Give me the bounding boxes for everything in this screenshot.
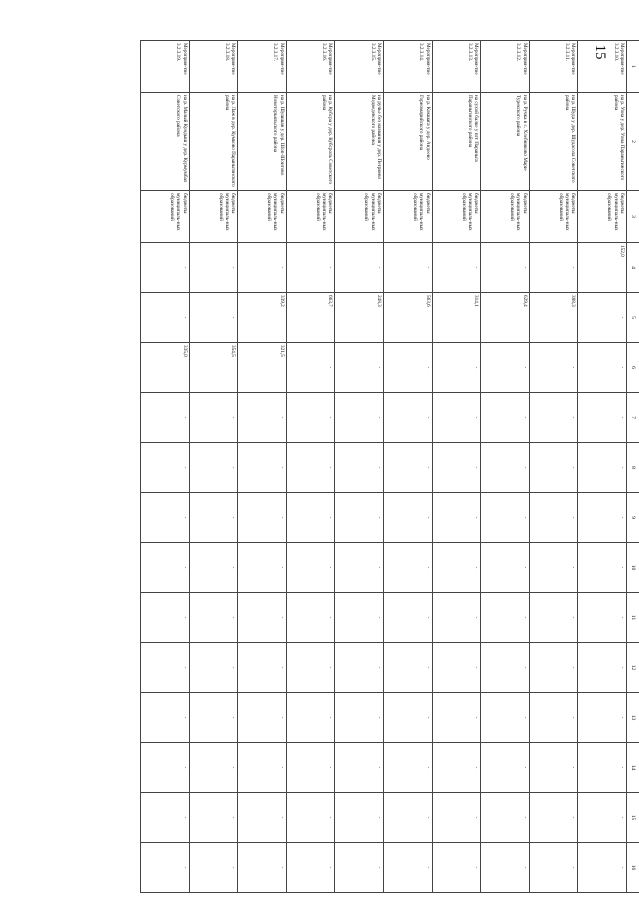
amount-cell: - [384,843,433,893]
event-id-cell [432,41,481,93]
event-id-cell [141,41,190,93]
amount-cell: - [481,393,530,443]
amount-cell: - [529,693,578,743]
amount-cell: - [238,793,287,843]
amount-cell: - [384,243,433,293]
amount-cell: - [238,493,287,543]
amount-cell: - [529,593,578,643]
column-number: 9 [627,493,639,543]
amount-cell: 314,1 [432,293,481,343]
amount-cell: - [141,793,190,843]
amount-cell: - [432,743,481,793]
amount-cell: - [286,543,335,593]
amount-cell: 248,3 [335,293,384,343]
object-description-cell [189,93,238,191]
amount-cell: - [189,643,238,693]
event-id-cell-text: Мероприя-тие 3.2.3.18. [223,43,237,75]
amount-cell: - [529,843,578,893]
amount-cell: - [286,593,335,643]
table-row [286,41,335,893]
amount-cell: - [141,593,190,643]
amount-cell: - [432,493,481,543]
amount-cell: - [481,793,530,843]
event-id-cell [238,41,287,93]
amount-cell: - [529,743,578,793]
amount-cell: - [335,493,384,543]
object-description-cell-text: на р. Уона у дер. Уона Параньгинского района [612,95,625,181]
amount-cell: - [335,693,384,743]
column-number: 2 [627,93,639,191]
amount-cell: - [432,393,481,443]
event-id-cell-text: Мероприя-тие 3.2.3.15. [369,43,383,75]
amount-cell: 339,2 [238,293,287,343]
table-row [335,41,384,893]
amount-cell: - [335,743,384,793]
funding-source-cell-text: бюджеты муниципаль-ных образований [168,193,188,231]
amount-cell: - [286,693,335,743]
column-number: 5 [627,293,639,343]
amount-cell: - [384,693,433,743]
column-number: 16 [627,843,639,893]
event-id-cell-text: Мероприя-тие 3.2.3.19. [175,43,188,75]
amount-cell: - [578,443,627,493]
amount-cell: - [529,643,578,693]
object-description-cell-text: на р. Малый Кундыш у дер. Курмумбал Советского района [175,95,188,183]
event-id-cell [189,41,238,93]
amount-cell: - [141,443,190,493]
object-description-cell-text: на р. Кубсра у дер. Кубсроль Советского района [321,95,334,185]
amount-cell: - [238,743,287,793]
amount-cell: - [286,243,335,293]
amount-cell: - [384,393,433,443]
event-id-cell [384,41,433,93]
amount-cell: - [141,643,190,693]
column-number: 8 [627,443,639,493]
column-number: 11 [627,593,639,643]
amount-cell: - [578,493,627,543]
funding-source-cell-text: бюджеты муниципаль-ных образований [217,193,237,231]
amount-cell: - [529,393,578,443]
amount-cell: - [238,643,287,693]
event-id-cell-text: Мероприя-тие 3.2.3.16. [321,43,334,75]
amount-cell: - [432,693,481,743]
object-description-cell-text: на р. Кокшага у дер. Андеево Горномарийского района [418,95,431,160]
amount-cell: - [335,443,384,493]
amount-cell: - [529,493,578,543]
amount-cell: - [529,343,578,393]
amount-cell: - [432,543,481,593]
amount-cell: - [384,543,433,593]
funding-source-cell-text: бюджеты муниципаль-ных образований [509,193,528,231]
amount-cell: - [481,543,530,593]
amount-cell: - [529,243,578,293]
amount-cell: - [529,793,578,843]
funding-source-cell [578,191,627,243]
amount-cell: - [286,343,335,393]
object-description-cell [481,93,530,191]
amount-cell: - [578,693,627,743]
amount-cell: - [286,793,335,843]
amount-cell: - [481,643,530,693]
column-number-row [627,41,639,893]
event-id-cell [335,41,384,93]
object-description-cell-text: на сухой балке у пгт Параньга Параньгинского района [466,95,480,162]
event-id-cell-text: Мероприя-тие 3.2.3.10. [612,43,625,75]
table-row [141,41,190,893]
object-description-cell-text: на р. Шушшан у дер. Шоп-Шонгово Новоторъяльского района [272,95,285,176]
object-description-cell-text: на ручье без названия у дер. Петряево Медведевского района [369,95,383,180]
amount-cell: - [189,493,238,543]
amount-cell: - [578,843,627,893]
amount-cell: - [189,793,238,843]
amount-cell: - [529,443,578,493]
event-id-cell [286,41,335,93]
amount-cell: 388,3 [529,293,578,343]
amount-cell: - [238,243,287,293]
object-description-cell [384,93,433,191]
event-id-cell-text: Мероприя-тие 3.2.3.13. [466,43,480,75]
amount-cell: - [481,693,530,743]
amount-cell: - [141,843,190,893]
event-id-cell [529,41,578,93]
funding-source-cell [529,191,578,243]
amount-cell: - [141,693,190,743]
table-row [578,41,627,893]
amount-cell: - [238,593,287,643]
amount-cell: - [384,743,433,793]
amount-cell: - [141,293,190,343]
funding-source-cell [238,191,287,243]
amount-cell: 321,5 [238,343,287,393]
amount-cell: - [578,543,627,593]
object-description-cell [335,93,384,191]
amount-cell: - [481,843,530,893]
column-number: 13 [627,693,639,743]
column-number: 4 [627,243,639,293]
funding-source-cell-text: бюджеты муниципаль-ных образований [557,193,577,231]
funding-source-cell [141,191,190,243]
object-description-cell [238,93,287,191]
event-id-cell-text: Мероприя-тие 3.2.3.11. [564,43,577,75]
amount-cell: - [286,843,335,893]
amount-cell: - [432,243,481,293]
amount-cell: - [189,443,238,493]
amount-cell: - [384,443,433,493]
column-number: 6 [627,343,639,393]
amount-cell: - [238,693,287,743]
page-number: 15 [592,44,608,60]
amount-cell: - [335,643,384,693]
plan-table [140,40,639,893]
amount-cell: - [335,593,384,643]
amount-cell: 152,0 [578,243,627,293]
funding-source-cell-text: бюджеты муниципаль-ных образований [606,193,625,231]
table-row [529,41,578,893]
object-description-cell [432,93,481,191]
event-id-cell-text: Мероприя-тие 3.2.3.12. [515,43,528,75]
column-number: 1 [627,41,639,93]
amount-cell: - [189,393,238,443]
object-description-cell [286,93,335,191]
amount-cell: - [481,493,530,543]
funding-source-cell-text: бюджеты муниципаль-ных образований [411,193,431,231]
funding-source-cell [189,191,238,243]
table-row [481,41,530,893]
amount-cell: - [189,743,238,793]
object-description-cell [578,93,627,191]
amount-cell: - [481,743,530,793]
amount-cell: - [578,343,627,393]
amount-cell: - [578,393,627,443]
column-number: 14 [627,743,639,793]
column-number: 15 [627,793,639,843]
amount-cell: - [189,243,238,293]
event-id-cell-text: Мероприя-тие 3.2.3.17. [272,43,285,75]
amount-cell: - [141,743,190,793]
amount-cell: - [189,593,238,643]
amount-cell: - [578,743,627,793]
amount-cell: - [432,793,481,843]
funding-source-cell-text: бюджеты муниципаль-ных образований [266,193,285,231]
amount-cell: 354,5 [189,343,238,393]
event-id-cell [481,41,530,93]
amount-cell: - [384,793,433,843]
table-row [238,41,287,893]
measures-table [140,40,639,892]
amount-cell: - [578,293,627,343]
amount-cell: - [141,393,190,443]
amount-cell: - [335,343,384,393]
amount-cell: - [286,393,335,443]
amount-cell: - [238,443,287,493]
funding-source-cell-text: бюджеты муниципаль-ных образований [363,193,383,231]
amount-cell: 563,6 [384,293,433,343]
object-description-cell-text: на р. Шуда у дер. Шудасола Советского района [564,95,577,183]
amount-cell: - [578,593,627,643]
amount-cell: - [578,643,627,693]
amount-cell: 663,7 [286,293,335,343]
amount-cell: - [384,343,433,393]
event-id-cell [578,41,627,93]
amount-cell: - [481,443,530,493]
amount-cell: - [141,243,190,293]
funding-source-cell [335,191,384,243]
amount-cell: - [286,443,335,493]
object-description-cell-text: на р. Лаж в дер. Кумково Параньгинского района [223,95,237,187]
amount-cell: - [335,843,384,893]
amount-cell: - [384,593,433,643]
column-number: 12 [627,643,639,693]
funding-source-cell [432,191,481,243]
amount-cell: - [432,593,481,643]
amount-cell: - [432,443,481,493]
table-row [189,41,238,893]
amount-cell: - [529,543,578,593]
amount-cell: 629,4 [481,293,530,343]
amount-cell: - [432,843,481,893]
amount-cell: - [189,543,238,593]
funding-source-cell-text: бюджеты муниципаль-ных образований [314,193,334,231]
amount-cell: - [286,743,335,793]
column-number: 7 [627,393,639,443]
amount-cell: - [335,243,384,293]
amount-cell: - [384,643,433,693]
amount-cell: - [238,393,287,443]
amount-cell: - [238,543,287,593]
funding-source-cell-text: бюджеты муниципаль-ных образований [460,193,480,231]
amount-cell: - [238,843,287,893]
amount-cell: 335,0 [141,343,190,393]
amount-cell: - [335,393,384,443]
amount-cell: - [481,243,530,293]
amount-cell: - [189,843,238,893]
funding-source-cell [384,191,433,243]
table-row [432,41,481,893]
amount-cell: - [286,493,335,543]
amount-cell: - [432,343,481,393]
event-id-cell-text: Мероприя-тие 3.2.3.14. [418,43,431,75]
table-row [384,41,433,893]
column-number: 10 [627,543,639,593]
amount-cell: - [286,643,335,693]
amount-cell: - [578,793,627,843]
amount-cell: - [432,643,481,693]
amount-cell: - [335,543,384,593]
object-description-cell [529,93,578,191]
funding-source-cell [481,191,530,243]
amount-cell: - [481,343,530,393]
amount-cell: - [384,493,433,543]
amount-cell: - [141,543,190,593]
amount-cell: - [141,493,190,543]
amount-cell: - [189,693,238,743]
amount-cell: - [189,293,238,343]
amount-cell: - [335,793,384,843]
object-description-cell [141,93,190,191]
column-number: 3 [627,191,639,243]
funding-source-cell [286,191,335,243]
amount-cell: - [481,593,530,643]
object-description-cell-text: на р. Ручка в с. Хлебниково Мари-Турекского района [515,95,528,172]
